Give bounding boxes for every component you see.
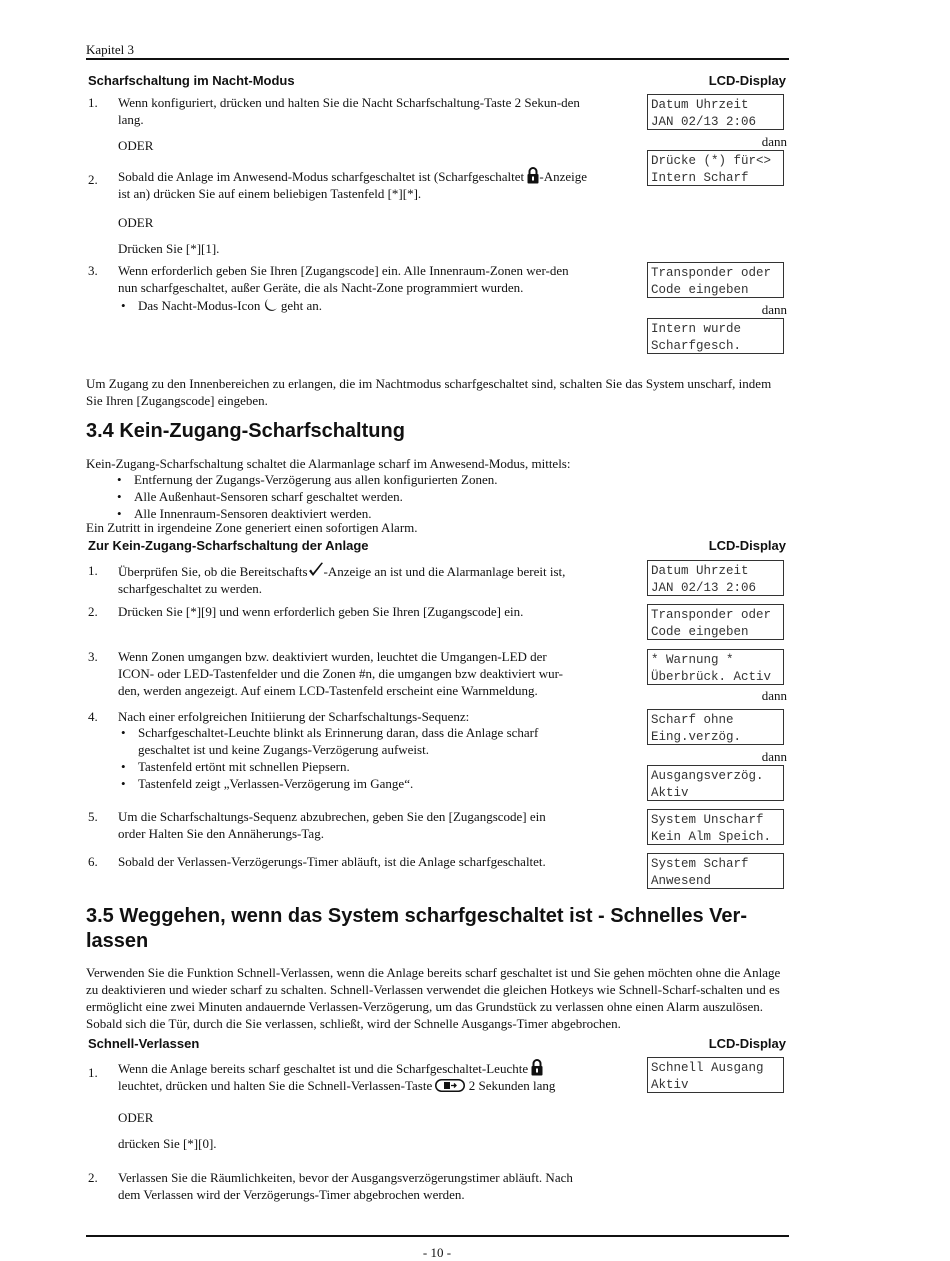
lcd-display-box: System Scharf Anwesend [647,853,784,889]
paragraph: Kein-Zugang-Scharfschaltung schaltet die Alarmanlage scharf im Anwesend-Modus, mittels: [86,456,571,471]
step-number: 2. [88,604,98,619]
moon-icon [264,298,278,312]
step-text [118,167,588,202]
night-mode-subheading: Scharfschaltung im Nacht-Modus [88,73,295,88]
list-item: • Alle Innenraum-Sensoren deaktiviert werden. [114,505,674,522]
list-item-text: Das Nacht-Modus-Icon [138,298,261,313]
step-text-part: Überprüfen Sie, ob die Bereitschafts [118,564,308,579]
step-text-part: 2 Sekunden lang [468,1078,556,1093]
step-number: 4. [88,709,98,724]
step-text [118,1059,588,1094]
step-text-part: Wenn die Anlage bereits scharf geschaltet ist und die Scharfgeschaltet-Leuchte [118,1061,529,1076]
section-heading: 3.4 Kein-Zugang-Scharfschaltung [86,420,405,442]
header-rule [86,58,789,60]
dann-label: dann [761,134,787,149]
list-item: • Tastenfeld zeigt „Verlassen-Verzögerung im Gange“. [118,775,566,792]
step-text-part: leuchtet, drücken und halten Sie die Schnell-Verlassen-Taste [118,1078,433,1093]
step-text: Nach einer erfolgreichen Initiierung der Scharfschaltungs-Sequenz: [118,709,470,724]
list-item: • Tastenfeld ertönt mit schnellen Piepsern. [118,758,566,775]
lcd-display-box: Schnell Ausgang Aktiv [647,1057,784,1093]
lcd-display-box: Transponder oder Code eingeben [647,604,784,640]
step-text: Wenn Zonen umgangen bzw. deaktiviert wurden, leuchtet die Umgangen-LED der ICON- oder LED-Tastenfelder und die Zonen #n, die umgangen bzw deaktiviert wur-den, werden angezeigt. Auf einem LCD-Tastenfeld erscheint eine Warnmeldung. [118,649,564,698]
oder-label: ODER [118,1110,154,1125]
lcd-display-box: Datum Uhrzeit JAN 02/13 2:06 [647,94,784,130]
paragraph: Um Zugang zu den Innenbereichen zu erlangen, die im Nachtmodus scharfgeschaltet sind, schalten Sie das System unscharf, indem Sie Ihren [Zugangscode] eingeben. [86,376,772,408]
no-entry-subheading: Zur Kein-Zugang-Scharfschaltung der Anlage [88,538,369,553]
step-text: Um die Scharfschaltungs-Sequenz abzubrechen, geben Sie den [Zugangscode] ein order Halten Sie den Annäherungs-Tag. [118,809,546,841]
step-number: 3. [88,649,98,664]
lcd-display-box: * Warnung * Überbrück. Activ [647,649,784,685]
list-item: • Entfernung der Zugangs-Verzögerung aus allen konfigurierten Zonen. [114,471,674,488]
step-alt-text: Drücken Sie [*][1]. [118,241,220,256]
oder-label: ODER [118,215,154,230]
step-text: Drücken Sie [*][9] und wenn erforderlich geben Sie Ihren [Zugangscode] ein. [118,604,524,619]
step-alt-text: drücken Sie [*][0]. [118,1136,217,1151]
paragraph: Ein Zutritt in irgendeine Zone generiert einen sofortigen Alarm. [86,520,418,535]
oder-label: ODER [118,138,154,153]
page-number: - 10 - [422,1245,452,1260]
lcd-display-box: Intern wurde Scharfgesch. [647,318,784,354]
step-text [118,562,573,597]
step-number: 1. [88,563,98,578]
chapter-header: Kapitel 3 [86,42,135,57]
lcd-display-box: Drücke (*) für<> Intern Scharf [647,150,784,186]
step-number: 5. [88,809,98,824]
lcd-display-heading: LCD-Display [708,73,786,88]
step-text-part: -Anzeige ist an) drücken Sie auf einem beliebigen Tastenfeld [*][*]. [118,169,588,201]
list-item-text: geht an. [280,298,323,313]
step-text-part: -Anzeige an ist und die Alarmanlage bereit ist, scharfgeschaltet zu werden. [118,564,566,596]
list-item: • Alle Außenhaut-Sensoren scharf geschaltet werden. [114,488,674,505]
lcd-display-box: Scharf ohne Eing.verzög. [647,709,784,745]
step-number: 1. [88,95,98,110]
step-number: 3. [88,263,98,278]
checkmark-icon [308,562,324,578]
step-text-part: Sobald die Anlage im Anwesend-Modus scharfgeschaltet ist (Scharfgeschaltet [118,169,525,184]
lcd-display-box: Datum Uhrzeit JAN 02/13 2:06 [647,560,784,596]
list-item: • Scharfgeschaltet-Leuchte blinkt als Erinnerung daran, dass die Anlage scharf geschaltet ist und keine Zugangs-Verzögerung aufweist. [118,724,566,758]
dann-label: dann [761,302,787,317]
step-number: 1. [88,1065,98,1080]
quick-exit-subheading: Schnell-Verlassen [88,1036,200,1051]
step-number: 2. [88,172,98,187]
step-text: Sobald der Verlassen-Verzögerungs-Timer abläuft, ist die Anlage scharfgeschaltet. [118,854,546,869]
quick-exit-key-icon [435,1079,465,1092]
bullet-list [118,724,566,792]
lcd-display-heading: LCD-Display [708,538,786,553]
lock-icon [527,167,539,184]
step-number: 2. [88,1170,98,1185]
lcd-display-box: System Unscharf Kein Alm Speich. [647,809,784,845]
lcd-display-box: Transponder oder Code eingeben [647,262,784,298]
footer-rule [86,1235,789,1237]
step-text: Wenn erforderlich geben Sie Ihren [Zugangscode] ein. Alle Innenraum-Zonen wer-den nun scharfgeschaltet, außer Geräte, die als Nacht-Zone programmiert wurden. [118,263,569,295]
step-text: Wenn konfiguriert, drücken und halten Sie die Nacht Scharfschaltung-Taste 2 Sekun-den lang. [118,95,580,127]
step-text: Verlassen Sie die Räumlichkeiten, bevor der Ausgangsverzögerungstimer abläuft. Nach dem Verlassen wird der Verzögerungs-Timer abgebrochen werden. [118,1170,573,1202]
step-number: 6. [88,854,98,869]
bullet-list [114,471,674,522]
paragraph: Verwenden Sie die Funktion Schnell-Verlassen, wenn die Anlage bereits scharf geschaltet ist und Sie gehen möchten ohne die Anlage zu deaktivieren und wieder scharf zu schalten. Schnell-Verlassen verwendet die gleichen Hotkeys wie Schnell-Scharf-schalten und es ermöglicht eine zwei Minuten andauernde Verlassen-Verzögerung, um das Grundstück zu verlassen ohne einen Alarm auszulösen. Sobald sich die Tür, durch die Sie verlassen, schließt, wird der Schnelle Ausgangs-Timer abgebrochen. [86,965,781,1031]
dann-label: dann [761,688,787,703]
lcd-display-heading: LCD-Display [708,1036,786,1051]
lcd-display-box: Ausgangsverzög. Aktiv [647,765,784,801]
section-heading: 3.5 Weggehen, wenn das System scharfgeschaltet ist - Schnelles Ver-lassen [86,905,747,952]
dann-label: dann [761,749,787,764]
lock-icon [531,1059,543,1076]
list-item [118,297,608,314]
